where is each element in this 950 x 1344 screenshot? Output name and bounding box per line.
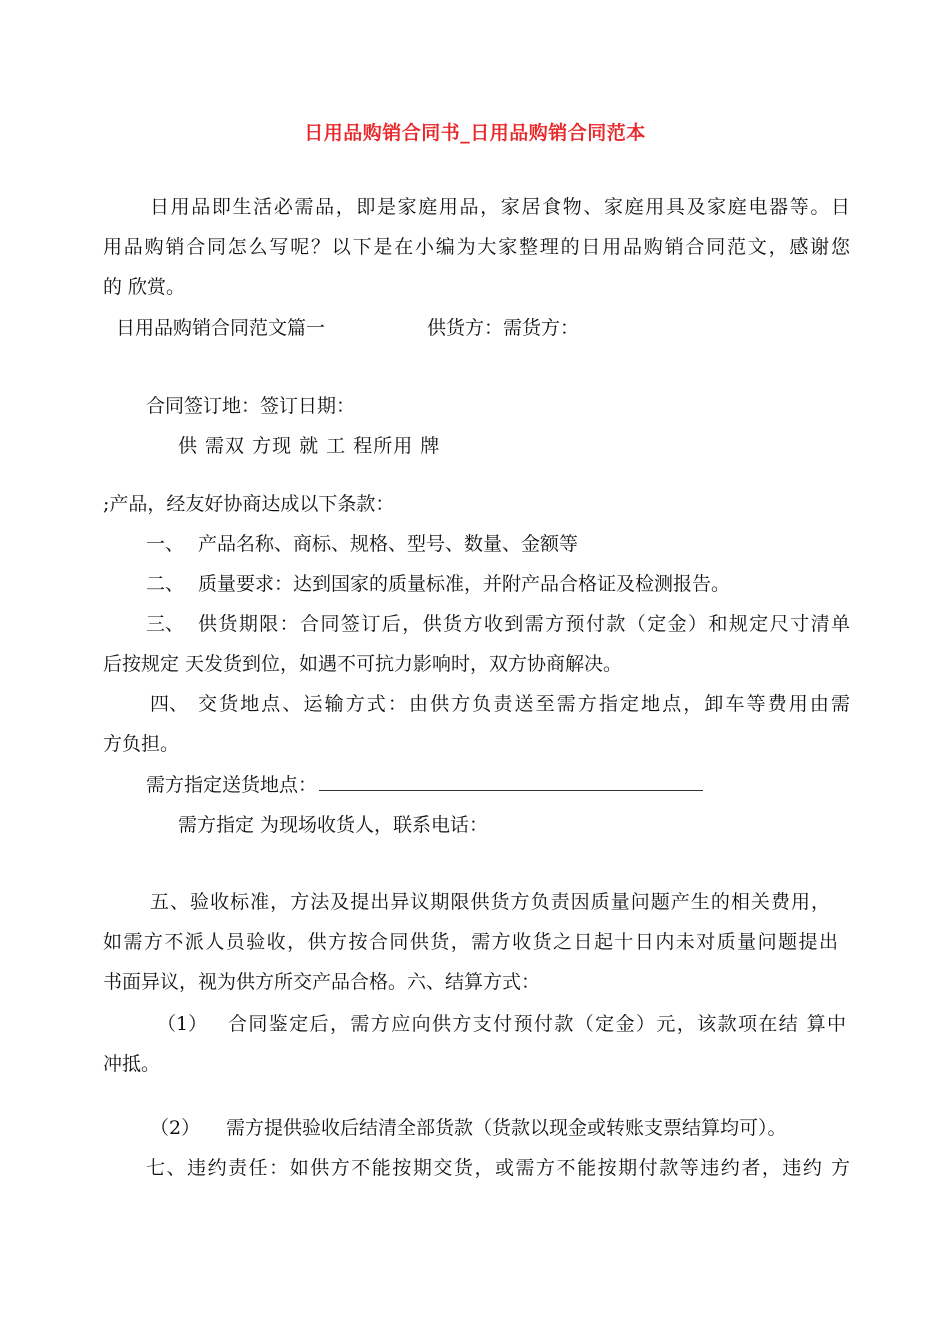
clause-2-text: 质量要求：达到国家的质量标准，并附产品合格证及检测报告。 — [198, 573, 731, 595]
clause-2-number: 二、 — [146, 573, 185, 595]
delivery-location-blank — [319, 772, 703, 791]
intro-line-2: 用品购销合同怎么写呢？以下是在小编为大家整理的日用品购销合同范文，感谢您 — [103, 236, 850, 258]
clause-4-number: 四、 — [150, 693, 189, 715]
parties-line: 供货方：需货方： — [427, 317, 580, 339]
clause-3-text: 供货期限：合同签订后，供货方收到需方预付款（定金）和规定尺寸清单 — [198, 613, 850, 635]
clause-4-continuation: 方负担。 — [103, 733, 180, 755]
scattered-line: 供 需双 方现 就 工 程所用 牌 — [178, 435, 441, 457]
intro-line-3: 的 欣赏。 — [103, 276, 186, 298]
section-heading: 日用品购销合同范文篇一 — [116, 317, 326, 339]
clause-3-continuation: 后按规定 天发货到位，如遇不可抗力影响时，双方协商解决。 — [103, 653, 623, 675]
delivery-location-label: 需方指定送货地点： — [146, 774, 318, 796]
sign-line: 合同签订地：签订日期： — [146, 395, 356, 417]
contact-line: 需方指定 为现场收货人，联系电话： — [178, 814, 489, 836]
settlement-1-continuation: 冲抵。 — [103, 1053, 161, 1075]
settlement-1-text: 合同鉴定后，需方应向供方支付预付款（定金）元，该款项在结 算中 — [228, 1013, 846, 1035]
clause-5-line-3: 书面异议，视为供方所交产品合格。六、结算方式： — [103, 971, 541, 993]
clause-3-number: 三、 — [146, 613, 185, 635]
document-title: 日用品购销合同书_日用品购销合同范本 — [304, 122, 646, 144]
delivery-location-line — [146, 772, 703, 797]
clause-5-line-1: 五、验收标准，方法及提出异议期限供货方负责因质量问题产生的相关费用， — [150, 891, 830, 913]
clause-1-text: 产品名称、商标、规格、型号、数量、金额等 — [198, 533, 579, 555]
clause-4-text: 交货地点、运输方式：由供方负责送至需方指定地点，卸车等费用由需 — [198, 693, 850, 715]
agreement-line: ;产品，经友好协商达成以下条款： — [103, 493, 395, 515]
clause-5-line-2: 如需方不派人员验收，供方按合同供货，需方收货之日起十日内未对质量问题提出 — [103, 931, 838, 953]
intro-line-1: 日用品即生活必需品，即是家庭用品，家居食物、家庭用具及家庭电器等。日 — [150, 196, 850, 218]
clause-7-line: 七、违约责任：如供方不能按期交货，或需方不能按期付款等违约者，违约 方 — [146, 1157, 850, 1179]
clause-1-number: 一、 — [146, 533, 185, 555]
settlement-2-number: （2） — [150, 1117, 201, 1139]
settlement-1-number: （1） — [157, 1013, 208, 1035]
settlement-2-text: 需方提供验收后结清全部货款（货款以现金或转账支票结算均可）。 — [226, 1117, 787, 1139]
